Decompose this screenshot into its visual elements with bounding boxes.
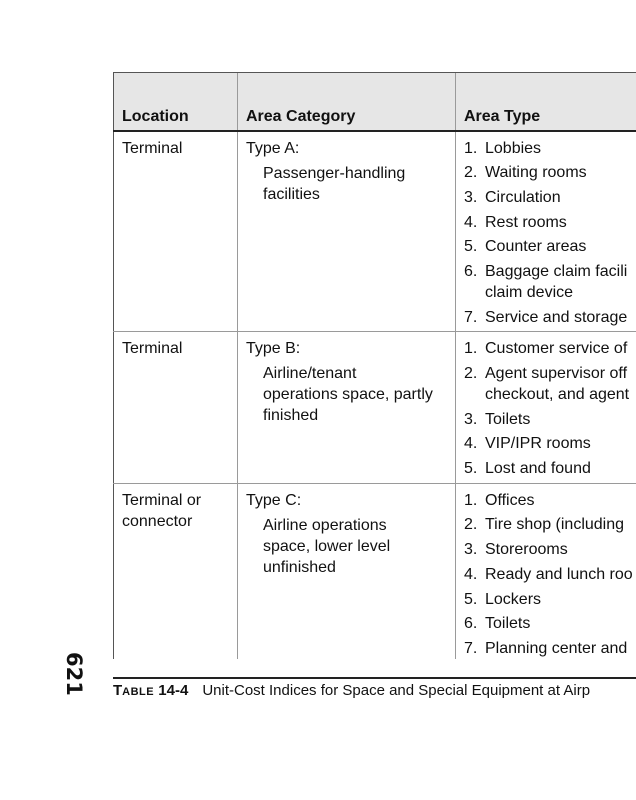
table-row (114, 332, 636, 483)
item-number: 7. (464, 639, 478, 657)
list-item (464, 433, 636, 454)
list-item (464, 458, 636, 479)
unit-cost-table (113, 72, 636, 659)
category-type: Type A: (246, 139, 300, 157)
item-number: 2. (464, 516, 478, 534)
area-type-list (464, 138, 636, 328)
item-text: Toilets (485, 615, 531, 633)
item-number: 4. (464, 565, 478, 583)
header-area-type: Area Type (456, 73, 636, 131)
item-number: 3. (464, 410, 478, 428)
item-text: Storerooms (485, 541, 568, 559)
item-number: 3. (464, 188, 478, 206)
list-item (464, 638, 636, 659)
item-text: Customer service of (485, 340, 628, 358)
area-category-cell (238, 332, 456, 483)
area-category-cell (238, 483, 456, 659)
category-desc-line: finished (263, 407, 319, 425)
table-header-row (114, 73, 636, 131)
list-item (464, 539, 636, 560)
item-number: 4. (464, 213, 478, 231)
list-item (464, 212, 636, 233)
item-text: Waiting rooms (485, 164, 587, 182)
item-text: Baggage claim facili (485, 262, 628, 280)
area-type-cell (456, 483, 636, 659)
location-cell (114, 332, 238, 483)
category-type: Type B: (246, 340, 301, 358)
item-text: Lockers (485, 590, 542, 608)
item-number: 5. (464, 460, 478, 478)
list-item (464, 514, 636, 535)
location-text: Terminal (122, 139, 183, 157)
list-item (464, 162, 636, 183)
category-desc-line: Airline operations (263, 516, 387, 534)
item-text: Lobbies (485, 139, 542, 157)
category-description (246, 163, 447, 205)
category-description (246, 515, 447, 578)
category-description (246, 363, 447, 426)
category-type: Type C: (246, 491, 302, 509)
caption-label (113, 682, 188, 699)
item-text: Toilets (485, 410, 531, 428)
list-item (464, 613, 636, 634)
caption-label-initial: T (113, 682, 123, 699)
data-table (113, 72, 636, 659)
caption-number: 14-4 (158, 682, 189, 699)
area-type-cell (456, 332, 636, 483)
list-item (464, 363, 636, 405)
list-item (464, 261, 636, 303)
header-area-category: Area Category (238, 73, 456, 131)
item-number: 6. (464, 262, 478, 280)
item-text: Offices (485, 491, 535, 509)
item-text: Tire shop (including (485, 516, 625, 534)
item-number: 2. (464, 365, 478, 382)
item-text-continued: claim device (485, 283, 574, 301)
page-number: 621 (62, 652, 86, 696)
list-item (464, 236, 636, 257)
location-cell (114, 483, 238, 659)
item-number: 4. (464, 435, 478, 453)
list-item (464, 138, 636, 159)
item-text: Lost and found (485, 460, 591, 478)
item-number: 5. (464, 590, 478, 608)
item-number: 1. (464, 491, 478, 509)
category-desc-line: operations space, partly (263, 386, 433, 404)
table-row (114, 131, 636, 332)
list-item (464, 589, 636, 610)
caption-label-rest: ABLE (122, 686, 155, 698)
caption-text: Unit-Cost Indices for Space and Special Equipment at Airp (202, 682, 591, 699)
list-item (464, 564, 636, 585)
item-text: Service and storage (485, 308, 628, 326)
area-category-cell (238, 131, 456, 332)
category-desc-line: Airline/tenant (263, 365, 357, 383)
location-text: Terminal (122, 340, 183, 358)
list-item (464, 338, 636, 359)
item-text: Planning center and (485, 639, 628, 657)
area-type-list (464, 338, 636, 479)
item-text: VIP/IPR rooms (485, 435, 591, 453)
item-text: Rest rooms (485, 213, 567, 231)
item-text: Ready and lunch roo (485, 565, 633, 583)
item-text: Circulation (485, 188, 561, 206)
area-type-cell (456, 131, 636, 332)
item-number: 1. (464, 340, 478, 358)
list-item (464, 409, 636, 430)
item-number: 1. (464, 139, 478, 157)
category-desc-line: space, lower level (263, 537, 391, 555)
list-item (464, 307, 636, 328)
table-caption (113, 677, 636, 699)
item-number: 6. (464, 615, 478, 633)
list-item (464, 490, 636, 511)
item-number: 7. (464, 308, 478, 326)
item-number: 5. (464, 238, 478, 256)
location-text-continued: connector (122, 512, 193, 530)
item-text-continued: checkout, and agent (485, 386, 630, 403)
category-desc-line: Passenger-handling (263, 164, 406, 182)
table-row (114, 483, 636, 659)
location-cell (114, 131, 238, 332)
item-text: Agent supervisor off (485, 365, 628, 382)
item-text: Counter areas (485, 238, 587, 256)
header-location: Location (114, 73, 238, 131)
area-type-list (464, 490, 636, 659)
category-desc-line: unfinished (263, 558, 336, 576)
item-number: 3. (464, 541, 478, 559)
location-text: Terminal or (122, 491, 202, 509)
list-item (464, 187, 636, 208)
item-number: 2. (464, 164, 478, 182)
category-desc-line: facilities (263, 185, 320, 203)
